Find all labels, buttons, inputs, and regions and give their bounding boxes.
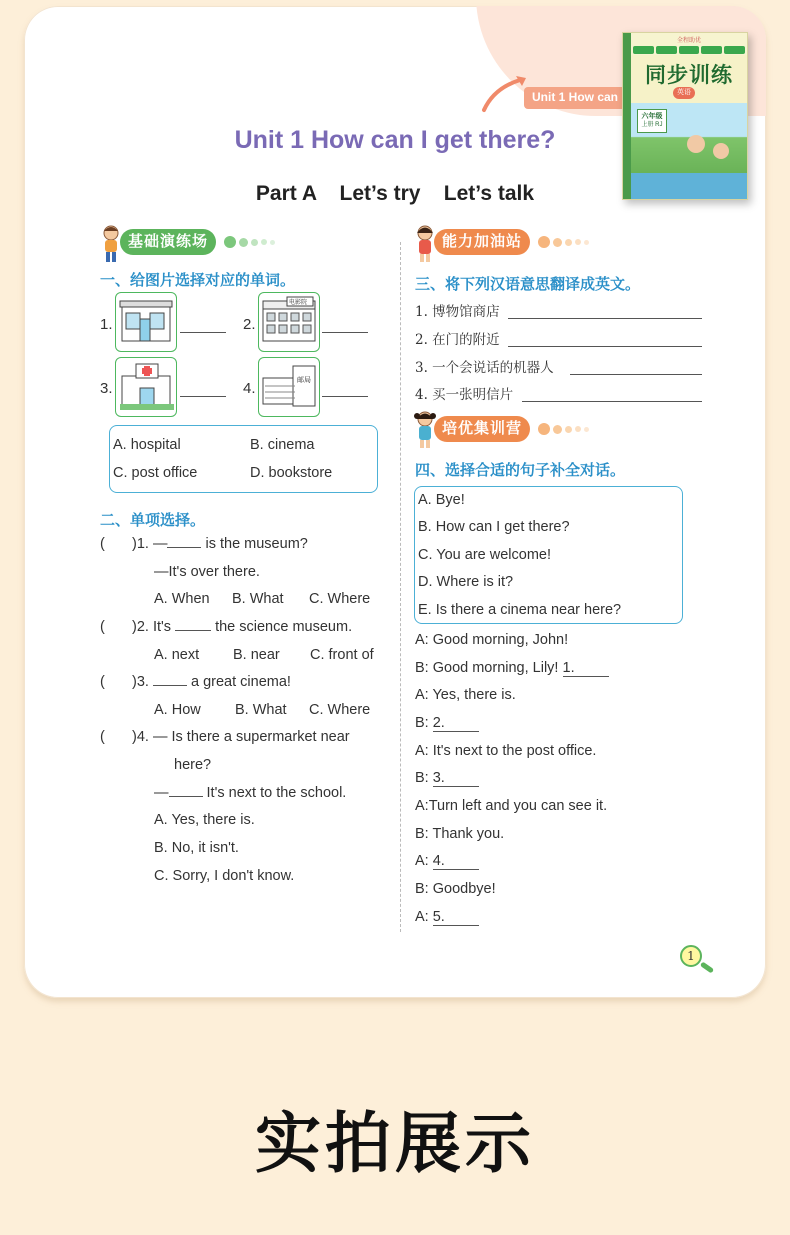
dialogue-text: B: Good morning, Lily! bbox=[415, 660, 563, 676]
dialogue-line: B: Thank you. bbox=[415, 826, 505, 842]
dialogue-line: A: Yes, there is. bbox=[415, 687, 516, 703]
page-number: 1 bbox=[680, 945, 702, 967]
badge-excellence: 培优集训营 bbox=[434, 416, 530, 442]
hospital-icon bbox=[116, 358, 176, 414]
pencil-icon bbox=[480, 74, 530, 114]
book-grade-text: 六年级 bbox=[641, 113, 663, 120]
book-spine bbox=[623, 33, 631, 199]
book-chips bbox=[633, 46, 745, 54]
blank: 4. bbox=[433, 853, 479, 870]
question-text: )1. — bbox=[132, 536, 168, 552]
answer-line bbox=[570, 374, 702, 375]
choice: B. What bbox=[232, 591, 284, 607]
answer-line-text bbox=[154, 785, 346, 801]
blank bbox=[153, 685, 187, 686]
unit-tag: Unit 1 How can bbox=[524, 87, 654, 109]
option-text: D. Where is it? bbox=[418, 574, 514, 590]
choice: A. How bbox=[154, 702, 201, 718]
answer-line bbox=[322, 396, 368, 397]
question-4: )4. — Is there a supermarket near bbox=[132, 729, 350, 745]
choice: B. near bbox=[233, 647, 280, 663]
kid-girl-icon bbox=[414, 224, 436, 264]
picture-bookstore bbox=[115, 292, 177, 352]
answer-paren: ( bbox=[100, 536, 105, 552]
page-title: Unit 1 How can I get there? bbox=[234, 126, 556, 154]
section3-heading: 三、将下列汉语意思翻译成英文。 bbox=[415, 276, 641, 293]
option-text: B. cinema bbox=[250, 437, 315, 453]
picture-hospital bbox=[115, 357, 177, 417]
item-number: 4. bbox=[243, 380, 256, 397]
badge-dots bbox=[224, 236, 275, 248]
item-number: 3. bbox=[100, 380, 113, 397]
blank: 3. bbox=[433, 770, 479, 787]
dialogue-text: A: bbox=[415, 909, 433, 925]
options-box bbox=[109, 425, 378, 493]
option-text: B. How can I get there? bbox=[418, 519, 570, 535]
blank bbox=[167, 547, 201, 548]
blank: 5. bbox=[433, 909, 479, 926]
dialogue-text: B: bbox=[415, 715, 433, 731]
answer-paren: ( bbox=[100, 674, 105, 690]
answer-suffix: It's next to the school. bbox=[202, 785, 347, 801]
answer-line bbox=[180, 332, 226, 333]
blank: 2. bbox=[433, 715, 479, 732]
dialogue-line bbox=[415, 770, 479, 787]
choice: B. What bbox=[235, 702, 287, 718]
blank: 1. bbox=[563, 660, 609, 677]
kid-girl-icon bbox=[414, 410, 436, 450]
dialogue-line: A: Good morning, John! bbox=[415, 632, 569, 648]
section2-heading: 二、单项选择。 bbox=[100, 512, 206, 529]
choice: C. Where bbox=[309, 702, 371, 718]
question-text: is the museum? bbox=[201, 536, 308, 552]
choice: A. When bbox=[154, 591, 210, 607]
dialogue-line: A: It's next to the post office. bbox=[415, 743, 597, 759]
magnifier-handle bbox=[700, 961, 714, 973]
translation-item: 4. 买一张明信片 bbox=[415, 387, 514, 403]
option-text: D. bookstore bbox=[250, 465, 333, 481]
option-text: C. You are welcome! bbox=[418, 547, 551, 563]
choice: B. No, it isn't. bbox=[154, 840, 239, 856]
badge-dots bbox=[538, 423, 589, 435]
answer-line bbox=[322, 332, 368, 333]
option-text: A. hospital bbox=[113, 437, 181, 453]
choice: C. Where bbox=[309, 591, 371, 607]
answer-paren: ( bbox=[100, 729, 105, 745]
translation-item: 2. 在门的附近 bbox=[415, 332, 500, 348]
badge-dots bbox=[538, 236, 589, 248]
post-sign: 邮局 bbox=[297, 377, 311, 384]
answer-prefix: — bbox=[154, 785, 169, 801]
choice: A. next bbox=[154, 647, 200, 663]
question-continuation: here? bbox=[174, 757, 212, 773]
badge-basic: 基础演练场 bbox=[120, 229, 216, 255]
answer-line bbox=[180, 396, 226, 397]
column-divider bbox=[400, 242, 401, 932]
cinema-sign: 电影院 bbox=[289, 300, 308, 306]
kid-boy-icon bbox=[100, 224, 122, 264]
choice: A. Yes, there is. bbox=[154, 812, 255, 828]
footer-caption: 实拍展示 bbox=[255, 1106, 535, 1180]
dialogue-text: B: bbox=[415, 770, 433, 786]
translation-item: 3. 一个会说话的机器人 bbox=[415, 360, 554, 376]
page-subtitle: Part A Let’s try Let’s talk bbox=[255, 182, 535, 205]
option-text: A. Bye! bbox=[418, 492, 465, 508]
book-subject: 英语 bbox=[673, 87, 695, 99]
question-text: a great cinema! bbox=[186, 674, 291, 690]
picture-cinema bbox=[258, 292, 320, 352]
choice: C. Sorry, I don't know. bbox=[154, 868, 295, 884]
question-1 bbox=[132, 536, 308, 552]
option-text: E. Is there a cinema near here? bbox=[418, 602, 622, 618]
dialogue-line: A:Turn left and you can see it. bbox=[415, 798, 608, 814]
dialogue-line: B: Goodbye! bbox=[415, 881, 496, 897]
question-3 bbox=[132, 674, 291, 690]
answer-line bbox=[508, 318, 702, 319]
picture-post-office bbox=[258, 357, 320, 417]
blank bbox=[169, 796, 203, 797]
blank bbox=[175, 630, 211, 631]
answer-paren: ( bbox=[100, 619, 105, 635]
book-term-text: 上册 RJ bbox=[641, 122, 663, 128]
section1-heading: 一、给图片选择对应的单词。 bbox=[100, 272, 296, 289]
section4-heading: 四、选择合适的句子补全对话。 bbox=[415, 462, 626, 479]
dialogue-text: A: bbox=[415, 853, 433, 869]
question-text: )2. It's bbox=[132, 619, 176, 635]
workbook-page bbox=[24, 6, 766, 998]
book-title: 同步训练 bbox=[645, 62, 733, 87]
badge-ability: 能力加油站 bbox=[434, 229, 530, 255]
bookstore-icon bbox=[116, 293, 176, 349]
answer-line bbox=[522, 401, 702, 402]
dialogue-line bbox=[415, 853, 479, 870]
cinema-icon bbox=[259, 293, 319, 349]
item-number: 1. bbox=[100, 316, 113, 333]
choice: C. front of bbox=[310, 647, 374, 663]
dialogue-line bbox=[415, 715, 479, 732]
book-top-text: 全程助优 bbox=[631, 33, 747, 55]
dialogue-line bbox=[415, 909, 479, 926]
question-text: the science museum. bbox=[211, 619, 353, 635]
question-2 bbox=[132, 619, 352, 635]
book-cover bbox=[622, 32, 748, 200]
answer-line-text: —It's over there. bbox=[154, 564, 260, 580]
option-text: C. post office bbox=[113, 465, 198, 481]
question-text: )3. bbox=[132, 674, 153, 690]
item-number: 2. bbox=[243, 316, 256, 333]
dialogue-line bbox=[415, 660, 609, 677]
translation-item: 1. 博物馆商店 bbox=[415, 304, 500, 320]
answer-line bbox=[508, 346, 702, 347]
post-office-icon bbox=[259, 358, 319, 414]
